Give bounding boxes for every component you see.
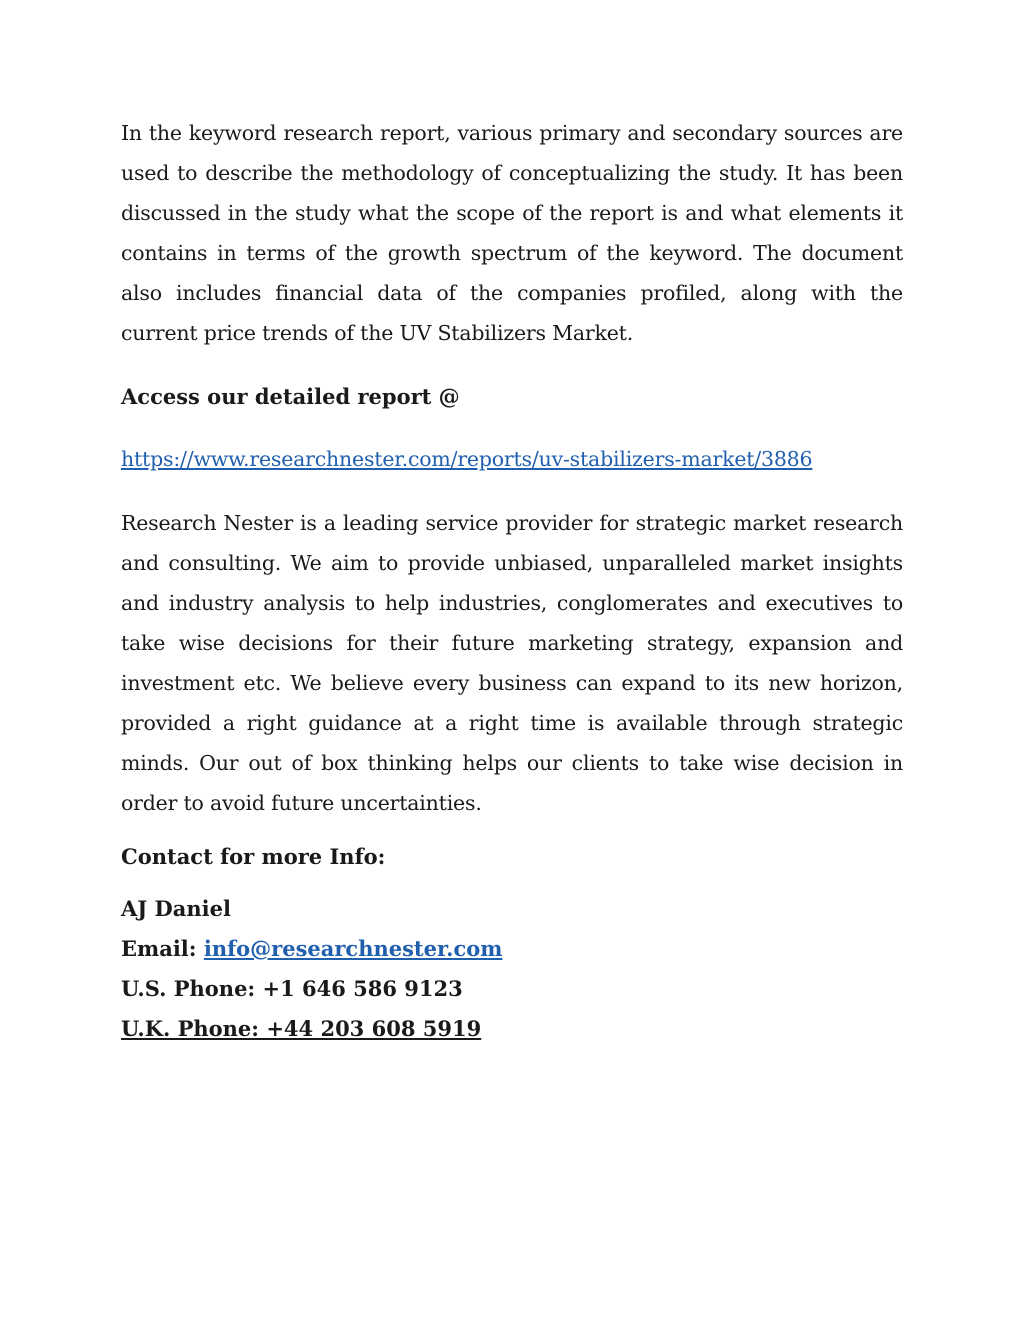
email-label: Email: [121,936,197,961]
contact-heading: Contact for more Info: [121,844,386,869]
uk-phone: U.K. Phone: +44 203 608 5919 [121,1016,482,1041]
email-link[interactable]: info@researchnester.com [203,936,503,961]
document-page [121,113,903,1049]
contact-block [121,889,903,1049]
us-phone: U.S. Phone: +1 646 586 9123 [121,976,463,1001]
intro-paragraph: In the keyword research report, various primary and secondary sources are used to describe the methodology of conceptualizing the study. It has been discussed in the study what the scope of the report is and what elements it contains in terms of the growth spectrum of the keyword. The document also includes financial data of the companies profiled, along with the current price trends of the UV Stabilizers Market. [121,121,903,345]
report-link[interactable]: https://www.researchnester.com/reports/uv-stabilizers-market/3886 [121,447,813,471]
about-paragraph: Research Nester is a leading service provider for strategic market research and consulting. We aim to provide unbiased, unparalleled market insights and industry analysis to help industries, conglomerates and executives to take wise decisions for their future marketing strategy, expansion and investment etc. We believe every business can expand to its new horizon, provided a right guidance at a right time is available through strategic minds. Our out of box thinking helps our clients to take wise decision in order to avoid future uncertainties. [121,511,903,815]
contact-name: AJ Daniel [121,896,231,921]
access-report-heading: Access our detailed report @ [121,384,460,409]
email-line [121,929,903,969]
